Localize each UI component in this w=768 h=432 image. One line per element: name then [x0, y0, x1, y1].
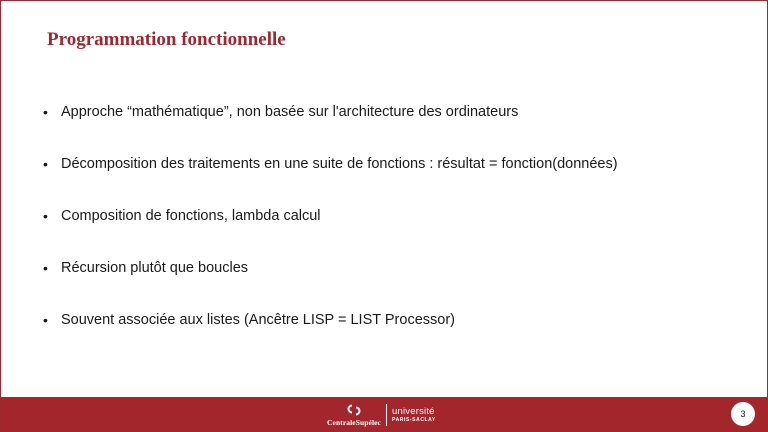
page-number: 3	[731, 402, 755, 426]
bullet-text: Récursion plutôt que boucles	[61, 260, 249, 276]
centralesupelec-logo-icon	[345, 403, 363, 417]
centralesupelec-logo	[327, 403, 381, 427]
list-item	[43, 206, 618, 258]
logo-divider	[386, 404, 387, 426]
centralesupelec-logo-text: CentraleSupélec	[327, 418, 381, 427]
bullet-icon: •	[43, 156, 48, 172]
bullet-icon: •	[43, 104, 48, 120]
bullet-icon: •	[43, 312, 48, 328]
paris-saclay-logo-top: université	[392, 405, 435, 417]
footer-logos	[327, 401, 436, 429]
footer-bar	[1, 397, 767, 431]
bullet-text: Approche “mathématique”, non basée sur l'architecture des ordinateurs	[61, 104, 519, 120]
bullet-icon: •	[43, 208, 48, 224]
paris-saclay-logo	[392, 407, 436, 424]
list-item	[43, 310, 618, 362]
list-item	[43, 258, 618, 310]
slide-title: Programmation fonctionnelle	[47, 29, 286, 50]
bullet-text: Composition de fonctions, lambda calcul	[61, 208, 321, 224]
bullet-list	[43, 102, 618, 362]
list-item	[43, 102, 618, 154]
bullet-text: Souvent associée aux listes (Ancêtre LISP = LIST Processor)	[61, 312, 455, 328]
list-item	[43, 154, 618, 206]
bullet-icon: •	[43, 260, 48, 276]
paris-saclay-logo-bottom: PARIS-SACLAY	[392, 417, 436, 424]
bullet-text: Décomposition des traitements en une suite de fonctions : résultat = fonction(données)	[61, 156, 618, 172]
